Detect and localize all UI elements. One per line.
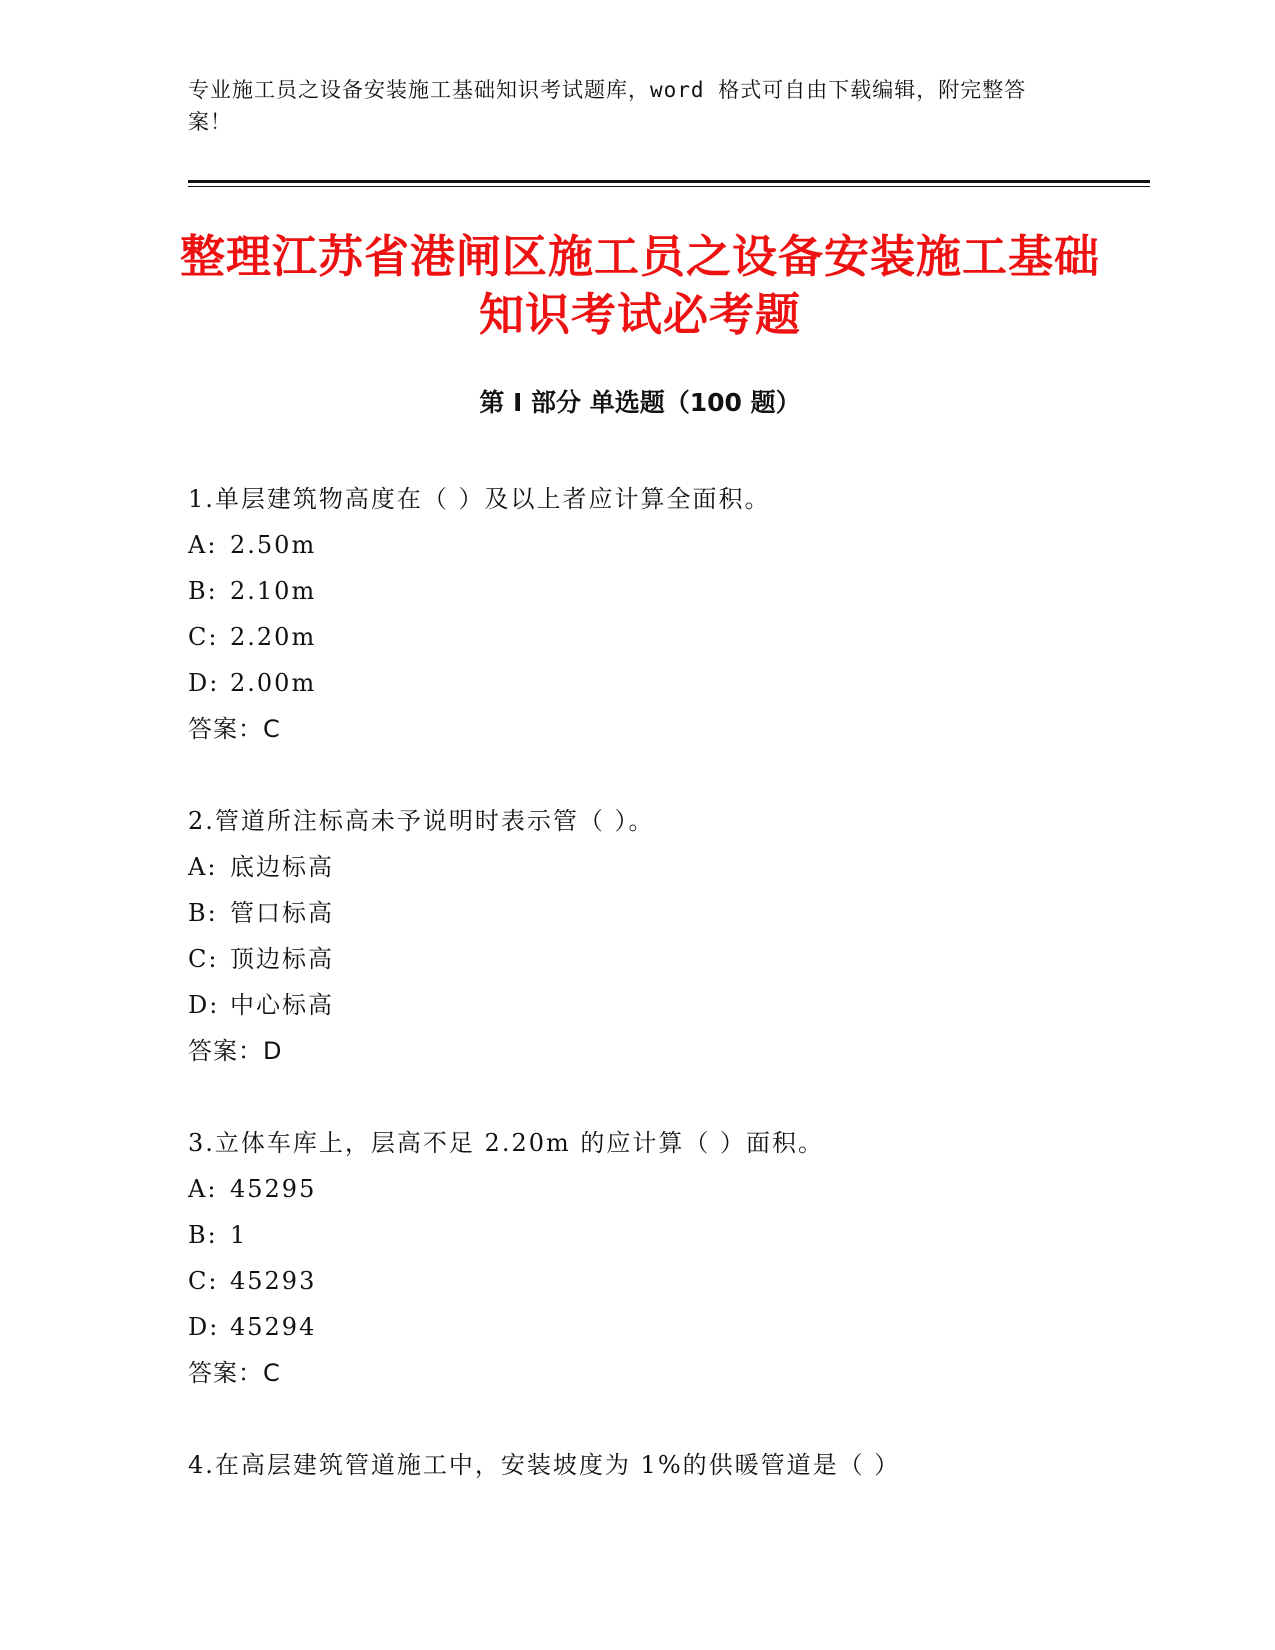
option-text: 2.20m: [230, 623, 317, 651]
answer-label: 答案 ：: [188, 1359, 263, 1387]
question-text: 立体车库上，层高不足 2.20m 的应计算（ ）面积。: [214, 1129, 825, 1157]
option-text: 顶边标高: [230, 945, 334, 973]
option-letter: A :: [188, 844, 230, 890]
answer-line: [188, 1028, 1150, 1074]
option-text: 2.50m: [230, 531, 317, 559]
answer-line: [188, 706, 1150, 752]
question-stem: [188, 1442, 1150, 1488]
question-stem: [188, 1120, 1150, 1166]
option-letter: D :: [188, 982, 230, 1028]
question-number: 2 .: [188, 807, 215, 835]
option-letter: B :: [188, 568, 230, 614]
question-number: 1 .: [188, 485, 215, 513]
answer-line: [188, 1350, 1150, 1396]
option-letter: C :: [188, 1258, 230, 1304]
option-text: 45293: [230, 1267, 317, 1295]
header-divider-thin: [188, 186, 1150, 187]
option-letter: A :: [188, 1166, 230, 1212]
option-c: [188, 936, 1150, 982]
option-a: [188, 844, 1150, 890]
question-item: [188, 1442, 1150, 1488]
option-b: [188, 568, 1150, 614]
question-text: 在高层建筑管道施工中，安装坡度为 1%的供暖管道是（ ）: [214, 1451, 901, 1479]
option-b: [188, 1212, 1150, 1258]
question-stem: [188, 476, 1150, 522]
option-d: [188, 660, 1150, 706]
option-letter: B :: [188, 890, 230, 936]
question-number: 3 .: [188, 1129, 215, 1157]
question-stem: [188, 798, 1150, 844]
option-text: 中心标高: [230, 991, 334, 1019]
answer-value: C: [263, 715, 281, 743]
section-title: 第 I 部分 单选题（100 题）: [479, 388, 801, 417]
question-list: [188, 476, 1150, 1534]
question-item: [188, 798, 1150, 1074]
option-letter: C :: [188, 614, 230, 660]
option-text: 2.10m: [230, 577, 317, 605]
option-d: [188, 982, 1150, 1028]
option-letter: C :: [188, 936, 230, 982]
answer-label: 答案 ：: [188, 715, 263, 743]
question-item: [188, 1120, 1150, 1396]
question-text: 单层建筑物高度在（ ）及以上者应计算全面积。: [214, 485, 771, 513]
option-c: [188, 614, 1150, 660]
question-text: 管道所注标高未予说明时表示管（ ）。: [214, 807, 655, 835]
option-d: [188, 1304, 1150, 1350]
option-letter: B :: [188, 1212, 230, 1258]
document-title: 整理江苏省港闸区施工员之设备安装施工基础知识考试必考题: [179, 230, 1100, 341]
header-divider-thick: [188, 180, 1150, 183]
option-text: 底边标高: [230, 853, 334, 881]
answer-value: C: [263, 1359, 281, 1387]
option-a: [188, 1166, 1150, 1212]
option-c: [188, 1258, 1150, 1304]
question-number: 4 .: [188, 1451, 215, 1479]
option-letter: D :: [188, 1304, 230, 1350]
option-letter: D :: [188, 660, 230, 706]
option-b: [188, 890, 1150, 936]
header-note: 专业施工员之设备安装施工基础知识考试题库，word 格式可自由下载编辑，附完整答案！: [188, 78, 1027, 134]
option-text: 45295: [230, 1175, 317, 1203]
option-text: 管口标高: [230, 899, 334, 927]
option-text: 45294: [230, 1313, 317, 1341]
option-a: [188, 522, 1150, 568]
option-text: 1: [230, 1221, 248, 1249]
answer-label: 答案 ：: [188, 1037, 263, 1065]
question-item: [188, 476, 1150, 752]
option-text: 2.00m: [230, 669, 317, 697]
option-letter: A :: [188, 522, 230, 568]
answer-value: D: [263, 1037, 283, 1065]
